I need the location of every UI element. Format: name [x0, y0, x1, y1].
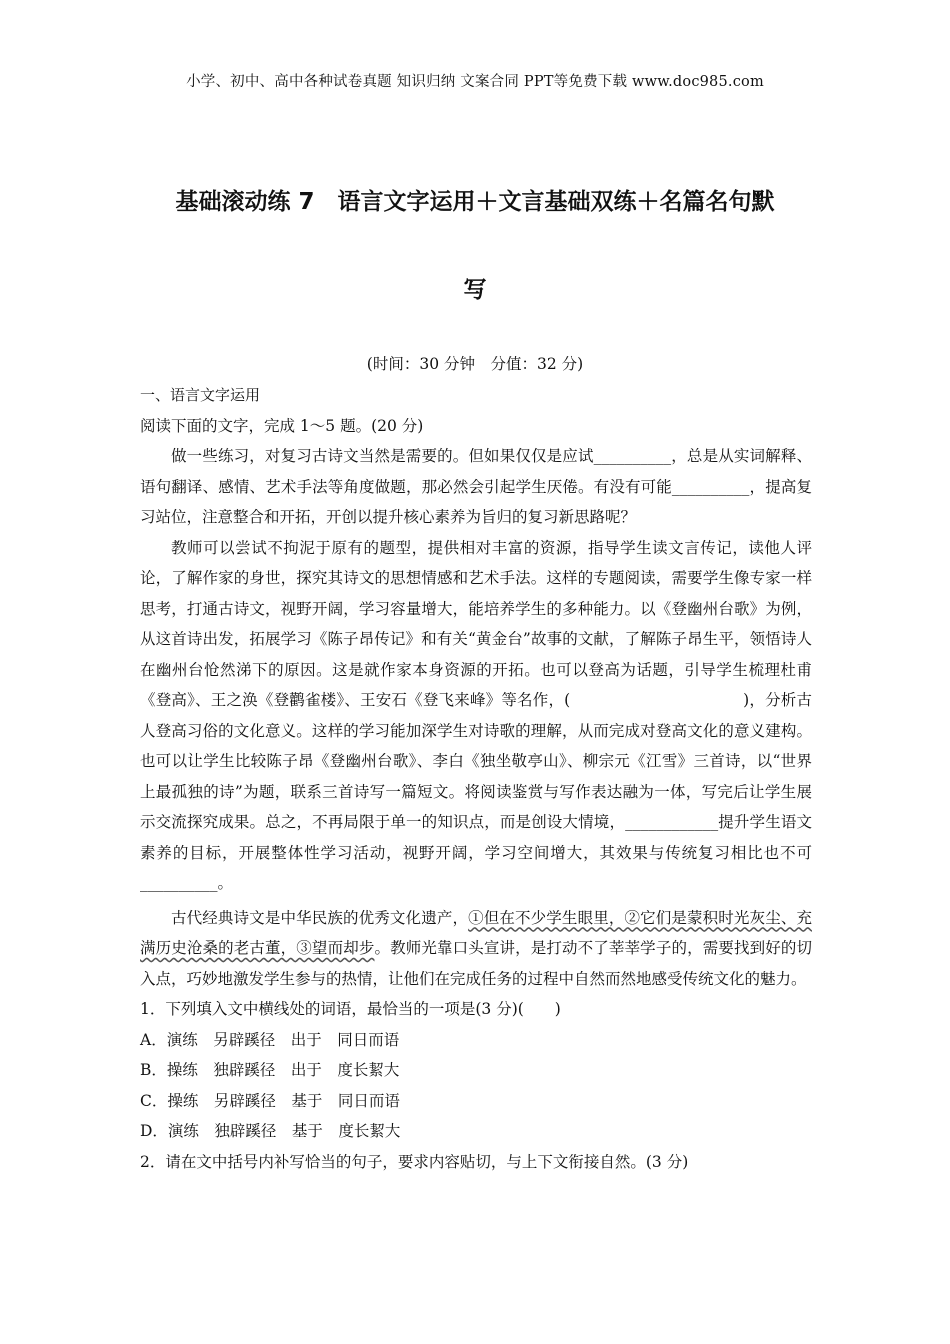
wavy-underlined-sentence: ①但在不少学生眼里，②它们是蒙积时光灰尘、充满历史沧桑的老古董，③望而却步 [140, 908, 812, 957]
reading-instruction: 阅读下面的文字，完成 1～5 题。(20 分) [140, 416, 424, 435]
question-2: 2．请在文中括号内补写恰当的句子，要求内容贴切，与上下文衔接自然。(3 分) [140, 1152, 689, 1171]
option-b: B．操练 独辟蹊径 出于 度长絜大 [140, 1061, 400, 1079]
option-a: A．演练 另辟蹊径 出于 同日而语 [140, 1030, 400, 1049]
passage-paragraph-1: 做一些练习，对复习古诗文当然是需要的。但如果仅仅是应试__________，总是从实词解释、语句翻译、感情、艺术手法等角度做题，那必然会引起学生厌倦。有没有可能__________，提高复习站位，注意整合和开拓，开创以提升核心素养为旨归的复习新思路呢？ [140, 447, 812, 526]
question-1: 1．下列填入文中横线处的词语，最恰当的一项是(3 分)( ) [140, 1000, 561, 1018]
section-heading: 一、语言文字运用 [140, 386, 261, 404]
exercise-body [140, 380, 812, 1177]
passage-paragraph-2: 教师可以尝试不拘泥于原有的题型，提供相对丰富的资源，指导学生读文言传记，读他人评论，了解作家的身世，探究其诗文的思想情感和艺术手法。这样的专题阅读，需要学生像专家一样思考，打通古诗文，视野开阔，学习容量增大，能培养学生的多种能力。以《登幽州台歌》为例，从这首诗出发，拓展学习《陈子昂传记》和有关“黄金台”故事的文献，了解陈子昂生平，领悟诗人在幽州台怆然涕下的原因。这是就作家本身资源的开拓。也可以登高为话题，引导学生梳理杜甫《登高》、王之涣《登鹳雀楼》、王安石《登飞来峰》等名作，( )，分析古人登高习俗的文化意义。这样的学习能加深学生对诗歌的理解，从而完成对登高文化的意义建构。也可以让学生比较陈子昂《登幽州台歌》、李白《独坐敬亭山》、柳宗元《江雪》三首诗，以“世界上最孤独的诗”为题，联系三首诗写一篇短文。将阅读鉴赏与写作表达融为一体，写完后让学生展示交流探究成果。总之，不再局限于单一的知识点，而是创设大情境，____________提升学生语文素养的目标，开展整体性学习活动，视野开阔，学习空间增大，其效果与传统复习相比也不可__________。 [140, 538, 812, 892]
paragraph-3-start: 古代经典诗文是中华民族的优秀文化遗产， [171, 908, 469, 927]
exercise-title: 基础滚动练 7 语言文字运用＋文言基础双练＋名篇名句默 [175, 189, 775, 215]
paragraph-3-end: 。教师光靠口头宣讲，是打动不了莘莘学子的，需要找到好的切入点，巧妙地激发学生参与的热情，让他们在完成任务的过程中自然而然地感受传统文化的魅力。 [140, 939, 812, 988]
time-score-info: (时间：30 分钟 分值：32 分) [366, 355, 584, 373]
page-header: 小学、初中、高中各种试卷真题 知识归纳 文案合同 PPT等免费下载 www.doc985.com [186, 74, 764, 90]
option-c: C．操练 另辟蹊径 基于 同日而语 [140, 1091, 400, 1110]
option-d: D．演练 独辟蹊径 基于 度长絜大 [140, 1122, 401, 1140]
exercise-title-continuation: 写 [463, 277, 487, 303]
passage-paragraph-3 [140, 903, 812, 995]
